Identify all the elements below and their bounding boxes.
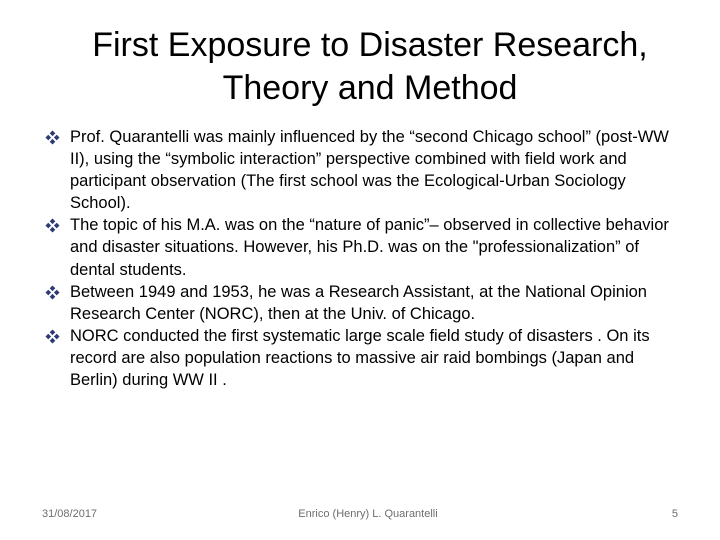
four-diamond-bullet-icon [45,329,60,344]
footer-author: Enrico (Henry) L. Quarantelli [298,508,438,520]
bullet-item [44,214,680,280]
bullet-list [44,126,680,391]
four-diamond-bullet-icon [45,285,60,300]
four-diamond-bullet-icon [45,130,60,145]
bullet-text: Prof. Quarantelli was mainly influenced by the “second Chicago school” (post-WW II), using the “symbolic interaction” perspective combined with field work and participant observation (The first school was the Ecological-Urban Sociology School). [70,128,669,213]
bullet-item [44,281,680,325]
slide-title-line-1: First Exposure to Disaster Research, [92,26,648,64]
four-diamond-bullet-icon [45,218,60,233]
bullet-item [44,325,680,391]
slide-title [40,24,700,110]
footer-date: 31/08/2017 [42,508,98,520]
bullet-text: Between 1949 and 1953, he was a Research Assistant, at the National Opinion Research Center (NORC), then at the Univ. of Chicago. [70,282,647,323]
bullet-item [44,126,680,214]
bullet-text: NORC conducted the first systematic large scale field study of disasters . On its record are also population reactions to massive air raid bombings (Japan and Berlin) during WW II . [70,326,650,390]
slide-number: 5 [671,508,678,520]
bullet-text: The topic of his M.A. was on the “nature of panic”– observed in collective behavior and disaster situations. However, his Ph.D. was on the "professionalization” of dental students. [70,216,669,279]
slide-title-line-2: Theory and Method [222,69,518,107]
